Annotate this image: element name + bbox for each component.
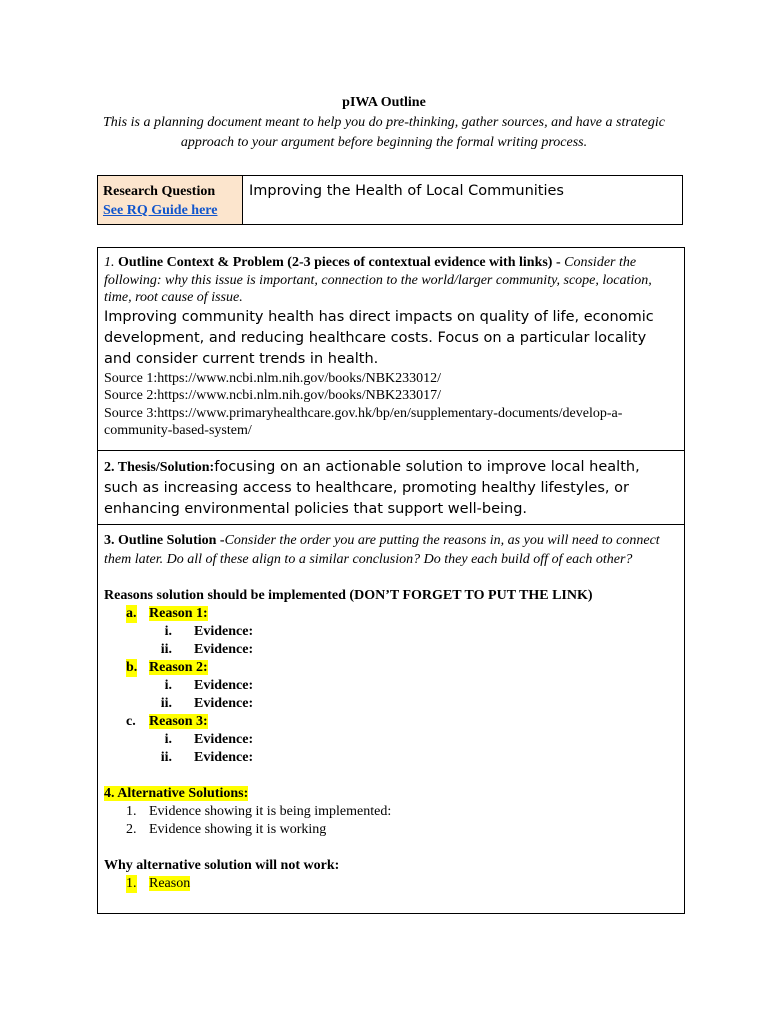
reason-item: a. Reason 1: <box>126 606 208 621</box>
document-subtitle: This is a planning document meant to help you do pre-thinking, gather sources, and have a strategic approach to your argument before beginning the formal writing process. <box>102 115 665 150</box>
research-question-label-cell <box>98 176 243 224</box>
source-item: Source 2:https://www.ncbi.nlm.nih.gov/books/NBK233017/ <box>104 388 442 403</box>
evidence-item: ii. Evidence: <box>160 642 254 657</box>
evidence-item: i. Evidence: <box>164 678 254 693</box>
outline-solution-heading: 3. Outline Solution -Consider the order you are putting the reasons in, as you will need to connect them later. Do all of these align to a similar conclusion? Do they each build off of each other? <box>104 533 660 567</box>
evidence-item: i. Evidence: <box>164 732 254 747</box>
thesis-cell[interactable] <box>98 451 684 525</box>
alternative-item: 2. Evidence showing it is working <box>126 822 327 837</box>
context-problem-cell[interactable] <box>98 248 684 451</box>
alternative-solutions-heading: 4. Alternative Solutions: <box>104 786 249 801</box>
why-not-work-heading: Why alternative solution will not work: <box>104 858 340 873</box>
outline-table <box>97 247 685 914</box>
evidence-item: ii. Evidence: <box>160 750 254 765</box>
source-item: Source 3:https://www.primaryhealthcare.gov.hk/bp/en/supplementary-documents/develop-a-community-based-system/ <box>104 405 623 438</box>
reason-item: b. Reason 2: <box>126 660 208 675</box>
source-item: Source 1:https://www.ncbi.nlm.nih.gov/books/NBK233012/ <box>104 370 442 386</box>
context-problem-body: Improving community health has direct impacts on quality of life, economic development, and reducing healthcare costs. Focus on a particular locality and consider current trends in health. <box>104 308 654 367</box>
reasons-heading: Reasons solution should be implemented (DON’T FORGET TO PUT THE LINK) <box>104 588 593 603</box>
thesis-text <box>104 457 678 520</box>
research-question-label: Research Question <box>103 184 216 199</box>
thesis-body: focusing on an actionable solution to improve local health, such as increasing access to healthcare, promoting healthy lifestyles, or enhancing environmental policies that support well-being. <box>104 459 640 517</box>
evidence-item: ii. Evidence: <box>160 696 254 711</box>
context-problem-heading: 1. Outline Context & Problem (2-3 pieces of contextual evidence with links) - Consider the following: why this issue is important, connection to the world/larger community, scope, location, time, root cause of issue. <box>104 255 652 305</box>
thesis-heading: 2. Thesis/Solution: <box>104 460 215 475</box>
outline-solution-cell[interactable] <box>98 525 684 893</box>
evidence-item: i. Evidence: <box>164 624 254 639</box>
why-not-work-item: 1. Reason <box>126 876 191 891</box>
research-question-table <box>97 175 683 225</box>
document-title: pIWA Outline <box>342 95 426 110</box>
research-question-value[interactable]: Improving the Health of Local Communities <box>249 183 564 199</box>
reason-item: c. Reason 3: <box>126 714 208 729</box>
rq-guide-link[interactable]: See RQ Guide here <box>103 203 218 218</box>
alternative-item: 1. Evidence showing it is being implemented: <box>126 804 392 819</box>
